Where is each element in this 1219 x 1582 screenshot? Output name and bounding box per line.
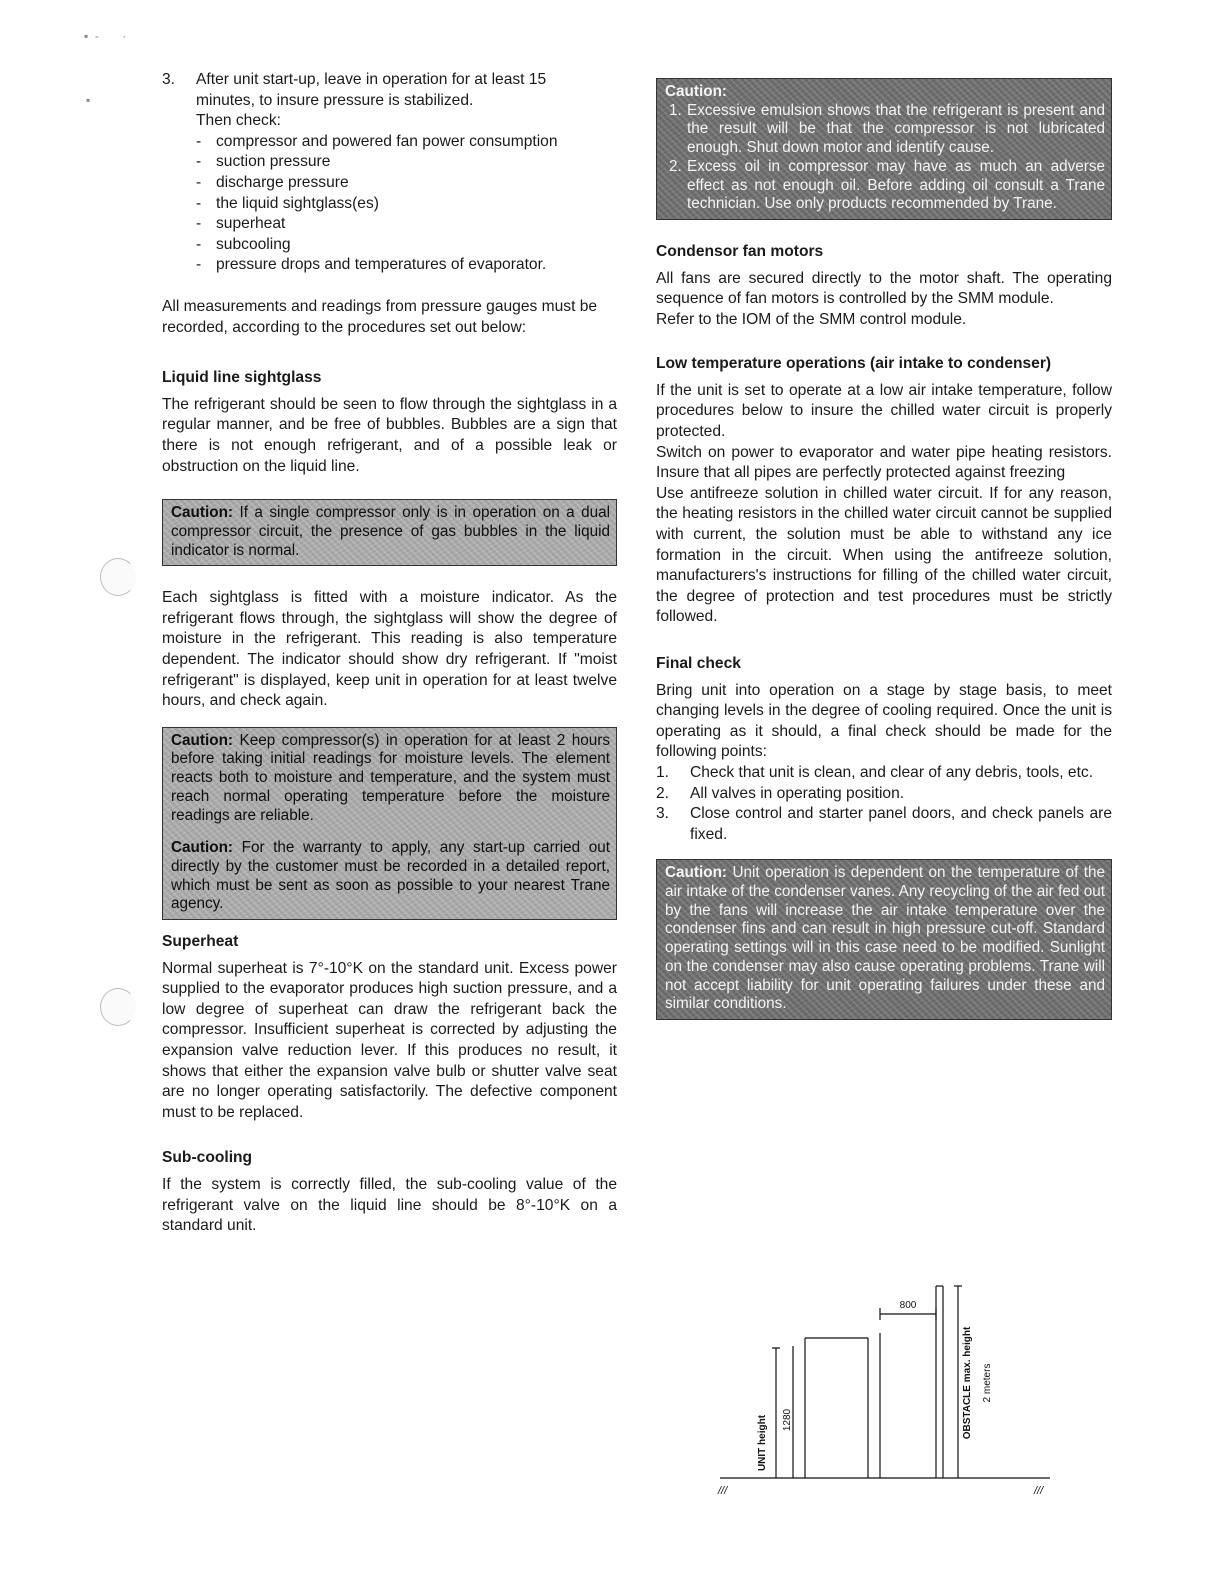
superheat-paragraph: Normal superheat is 7°-10°K on the standard unit. Excess power supplied to the evaporator produces high suction pressure, and a low degree of superheat can draw the refrigerant back the compressor. Insufficient superheat is corrected by adjusting the expansion valve reduction lever. If this produces no result, it shows that either the expansion valve bulb or shutter valve seat are no longer operating satisfactorily. The defective component must to be replaced. <box>162 959 617 1121</box>
caution-title: Caution: <box>171 839 234 857</box>
low-temp-paragraph: Switch on power to evaporator and water pipe heating resistors. Insure that all pipes are perfectly protected against freezing <box>656 443 1112 482</box>
caution-box-moisture-readings <box>162 727 617 920</box>
unit-height-label: UNIT height <box>757 1414 768 1472</box>
two-meters-label: 2 meters <box>982 1363 993 1403</box>
superheat-heading: Superheat <box>162 933 239 951</box>
final-check-item <box>656 804 1112 845</box>
caution-text: Keep compressor(s) in operation for at least 2 hours before taking initial readings for moisture levels. The element reacts both to moisture and temperature, and the system must reach normal operating temperature before the moisture readings are reliable. <box>171 731 611 824</box>
ground-hatch-left: /// <box>718 1485 728 1497</box>
caution-title: Caution: <box>171 731 234 749</box>
caution-box-single-compressor <box>162 499 617 566</box>
caution-title: Caution: <box>171 504 234 522</box>
left-column <box>162 70 617 1237</box>
caution-item <box>665 102 1105 158</box>
sightglass-heading: Liquid line sightglass <box>162 369 322 387</box>
final-check-intro: Bring unit into operation on a stage by stage basis, to meet changing levels in the degree of cooling required. Once the unit is operating as it should, a final check should be made for the following points: <box>656 681 1112 761</box>
caution-text: Unit operation is dependent on the temperature of the air intake of the condenser vanes. Any recycling of the air fed out by the fans will increase the air intake temperature over the condenser fins and can result in high pressure cut-off. Standard operating settings will in this case need to be modified. Sunlight on the condenser may also cause operating problems. Trane will not accept liability for unit operating failures under these and similar conditions. <box>665 864 1106 1013</box>
item-number: 3. <box>656 805 670 823</box>
item-number: 2. <box>656 784 670 802</box>
check-item: - subcooling <box>196 235 617 256</box>
right-column <box>656 78 1112 1020</box>
dim-800-label: 800 <box>899 1300 917 1311</box>
check-item: - pressure drops and temperatures of evaporator. <box>196 255 617 276</box>
final-check-item <box>656 763 1112 784</box>
caution-item <box>665 158 1105 214</box>
caution-item-number: 2. <box>669 157 682 175</box>
scan-mark: ▪ - · <box>84 29 127 43</box>
punch-hole <box>100 988 136 1026</box>
measurements-paragraph: All measurements and readings from pressure gauges must be recorded, according to the procedures set out below: <box>162 297 598 336</box>
step-then: Then check: <box>196 112 281 130</box>
caution-text: If a single compressor only is in operation on a dual compressor circuit, the presence of gas bubbles in the liquid indicator is normal. <box>171 504 611 559</box>
dim-1280-label: 1280 <box>782 1408 793 1432</box>
caution-title: Caution: <box>665 864 728 882</box>
final-check-heading: Final check <box>656 655 741 673</box>
subcooling-heading: Sub-cooling <box>162 1149 253 1167</box>
fan-motors-heading: Condensor fan motors <box>656 242 824 260</box>
fan-motors-refer: Refer to the IOM of the SMM control module. <box>656 310 967 328</box>
fan-motors-paragraph: All fans are secured directly to the motor shaft. The operating sequence of fan motors is controlled by the SMM module. <box>656 269 1112 308</box>
caution-item-number: 1. <box>669 101 682 119</box>
step-line: minutes, to insure pressure is stabilized. <box>196 91 474 109</box>
moisture-paragraph: Each sightglass is fitted with a moisture indicator. As the refrigerant flows through, the sightglass will show the degree of moisture in the refrigerant. This reading is also temperature dependent. The indicator should show dry refrigerant. If "moist refrigerant" is displayed, keep unit in operation for at least twelve hours, and check again. <box>162 589 617 710</box>
step-number: 3. <box>162 71 176 88</box>
subcooling-paragraph: If the system is correctly filled, the sub-cooling value of the refrigerant valve on the liquid line should be 8°-10°K on a standard unit. <box>162 1176 617 1235</box>
caution-title: Caution: <box>665 83 728 100</box>
step-line: After unit start-up, leave in operation for at least 15 <box>196 71 547 88</box>
clearance-diagram <box>700 1278 1060 1508</box>
step-3 <box>162 70 617 276</box>
item-text: All valves in operating position. <box>690 784 905 802</box>
check-item: - the liquid sightglass(es) <box>196 194 617 215</box>
check-item: - superheat <box>196 214 617 235</box>
caution-item-text: Excess oil in compressor may have as much an adverse effect as not enough oil. Before adding oil consult a Trane technician. Use only products recommended by Trane. <box>687 157 1105 213</box>
final-check-item <box>656 784 1112 805</box>
low-temp-paragraph: Use antifreeze solution in chilled water circuit. If for any reason, the heating resistors in the chilled water circuit cannot be supplied with current, the solution must be able to withstand any ice formation in the circuit. When using the antifreeze solution, manufacturers's instructions for filling of the chilled water circuit, the degree of protection and test procedures must be strictly followed. <box>656 484 1112 626</box>
caution-text: For the warranty to apply, any start-up carried out directly by the customer must be recorded in a detailed report, which must be sent as soon as possible to your nearest Trane agency. <box>171 839 611 913</box>
item-number: 1. <box>656 763 670 781</box>
check-item: - discharge pressure <box>196 173 617 194</box>
item-text: Check that unit is clean, and clear of any debris, tools, etc. <box>690 763 1094 781</box>
low-temp-paragraph: If the unit is set to operate at a low air intake temperature, follow procedures below to insure the chilled water circuit is properly protected. <box>656 381 1112 441</box>
check-item: - suction pressure <box>196 152 617 173</box>
ground-hatch-right: /// <box>1034 1485 1044 1497</box>
sightglass-paragraph: The refrigerant should be seen to flow through the sightglass in a regular manner, and be free of bubbles. Bubbles are a sign that there is not enough refrigerant, and of a possible leak or obstruction on the liquid line. <box>162 395 617 475</box>
caution-box-oil <box>656 78 1112 220</box>
scan-mark: ▪ <box>86 93 91 107</box>
caution-item-text: Excessive emulsion shows that the refrigerant is present and the result will be that the compressor is not lubricated enough. Shut down motor and identify cause. <box>687 101 1105 157</box>
obstacle-label: OBSTACLE max. height <box>962 1326 973 1440</box>
caution-box-air-intake <box>656 859 1112 1020</box>
item-text: Close control and starter panel doors, and check panels are fixed. <box>690 805 1112 843</box>
check-item: - compressor and powered fan power consumption <box>196 132 617 153</box>
punch-hole <box>100 558 136 596</box>
low-temp-heading: Low temperature operations (air intake to condenser) <box>656 355 1052 373</box>
